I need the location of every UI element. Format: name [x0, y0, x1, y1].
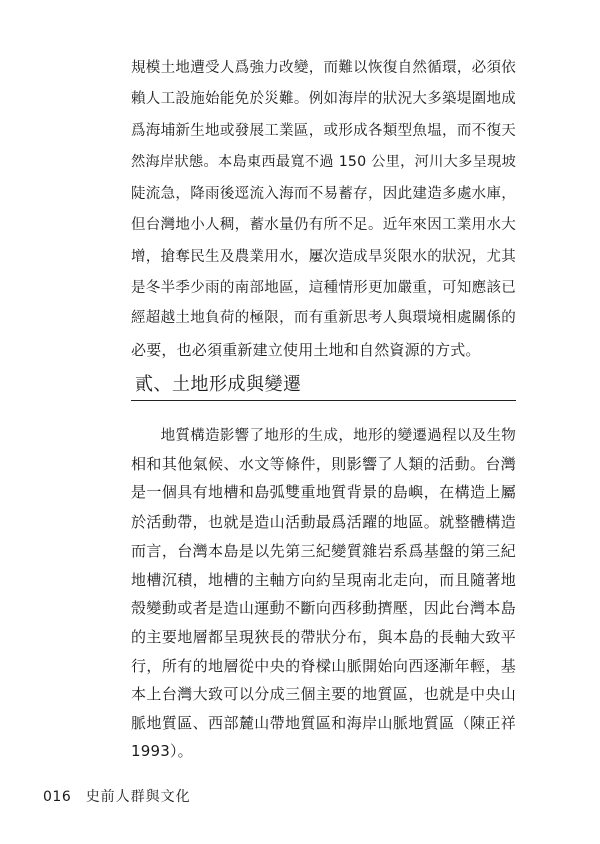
text-line: 本上台灣大致可以分成三個主要的地質區，也就是中央山 — [131, 685, 516, 703]
text-line: 地質構造影響了地形的生成，地形的變遷過程以及生物 — [131, 428, 516, 444]
text-line: 行，所有的地層從中央的脊樑山脈開始向西逐漸年輕，基 — [131, 657, 516, 675]
text-line: 爲海埔新生地或發展工業區，或形成各類型魚塭，而不復天 — [131, 123, 516, 139]
text-line: 是一個具有地槽和島弧雙重地質背景的島嶼，在構造上屬 — [131, 483, 516, 501]
text-line: 規模土地遭受人爲強力改變，而難以恢復自然循環，必須依 — [131, 60, 516, 76]
running-title: 史前人群與文化 — [85, 789, 191, 805]
text-line: 而言，台灣本島是以先第三紀變質雜岩系爲基盤的第三紀 — [131, 542, 516, 560]
text-line: 相和其他氣候、水文等條件，則影響了人類的活動。台灣 — [131, 455, 516, 473]
page-number: 016 — [43, 789, 72, 805]
text-line: 賴人工設施始能免於災難。例如海岸的狀況大多築堤圍地成 — [131, 91, 516, 107]
text-line: 經超越土地負荷的極限，而有重新思考人與環境相處關係的 — [131, 310, 516, 326]
text-line: 陡流急，降雨後逕流入海而不易蓄存，因此建造多處水庫， — [131, 186, 516, 202]
page-footer — [43, 788, 191, 806]
text-line: 的主要地層都呈現狹長的帶狀分布，與本島的長軸大致平 — [131, 628, 516, 646]
text-line: 1993）。 — [131, 742, 193, 760]
text-line: 殼變動或者是造山運動不斷向西移動擠壓，因此台灣本島 — [131, 599, 516, 617]
text-line: 但台灣地小人稠，蓄水量仍有所不足。近年來因工業用水大 — [131, 217, 516, 233]
text-line: 地槽沉積，地槽的主軸方向約呈現南北走向，而且隨著地 — [131, 571, 516, 589]
text-line: 然海岸狀態。本島東西最寬不過 150 公里，河川大多呈現坡 — [131, 154, 516, 170]
text-line: 於活動帶，也就是造山活動最爲活躍的地區。就整體構造 — [131, 513, 516, 531]
text-line: 是冬半季少雨的南部地區，這種情形更加嚴重，可知應該已 — [131, 280, 516, 296]
section-heading: 貳、土地形成與變遷 — [135, 374, 302, 395]
text-line: 必要，也必須重新建立使用土地和自然資源的方式。 — [131, 341, 481, 359]
text-line: 增，搶奪民生及農業用水，屢次造成旱災限水的狀況，尤其 — [131, 249, 516, 265]
heading-underline — [131, 400, 516, 401]
text-line: 脈地質區、西部麓山帶地質區和海岸山脈地質區（陳正祥 — [131, 714, 516, 732]
